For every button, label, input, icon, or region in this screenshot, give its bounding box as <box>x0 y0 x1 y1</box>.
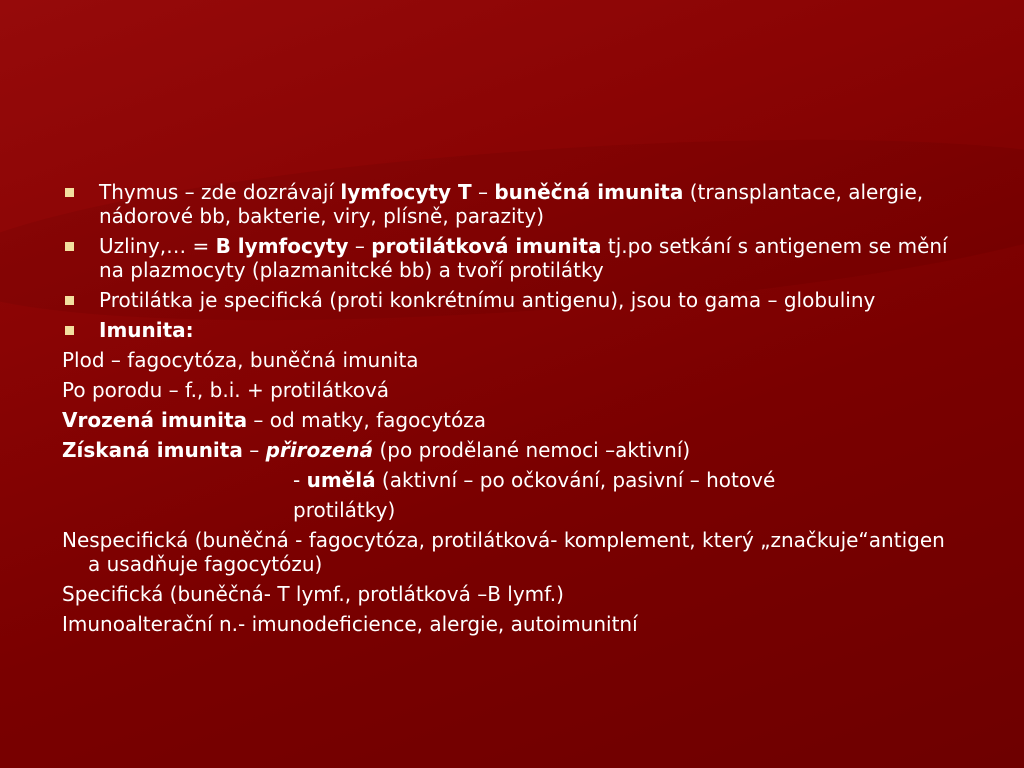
line-text: protilátky) <box>293 498 396 522</box>
line-nespecificka: Nespecifická (buněčná - fagocytóza, protilátková- komplement, který „značkuje“antigen a usadňuje fagocytózu) <box>62 528 945 576</box>
bullet-bold: Imunita: <box>99 318 194 342</box>
line-vrozena <box>62 408 962 432</box>
line-bold-italic: přirozená <box>265 438 374 462</box>
line-imunoalteracni: Imunoalterační n.- imunodeficience, alergie, autoimunitní <box>62 612 638 636</box>
line-bold: Vrozená imunita <box>62 408 248 432</box>
bullet-square-icon <box>65 188 74 197</box>
bullet-bold: lymfocyty T <box>340 180 472 204</box>
bullet-square-icon <box>65 296 74 305</box>
line-bold: umělá <box>306 468 376 492</box>
line-text: (po prodělané nemoci –aktivní) <box>373 438 691 462</box>
line-specificka: Specifická (buněčná- T lymf., protlátková –B lymf.) <box>62 582 564 606</box>
line-text: (aktivní – po očkování, pasivní – hotové <box>375 468 776 492</box>
bullet-bold: protilátková imunita <box>371 234 602 258</box>
line-po-porodu: Po porodu – f., b.i. + protilátková <box>62 378 390 402</box>
line-ziskana <box>62 438 962 462</box>
bullet-imunita <box>62 318 962 342</box>
bullet-text: – <box>471 180 495 204</box>
line-text: – od matky, fagocytóza <box>247 408 486 432</box>
line-bold: Získaná imunita <box>62 438 243 462</box>
bullet-uzliny <box>62 234 962 282</box>
bullet-text: Thymus – zde dozrávají <box>99 180 341 204</box>
bullet-text: tj.po setkání s antigenem se mění na plazmocyty (plazmanitcké bb) a tvoří protilátky <box>99 234 948 282</box>
bullet-text: (transplantace, alergie, nádorové bb, bakterie, viry, plísně, parazity) <box>99 180 924 228</box>
line-plod: Plod – fagocytóza, buněčná imunita <box>62 348 419 372</box>
bullet-thymus <box>62 180 962 228</box>
line-dash: - <box>293 468 307 492</box>
bullet-text: Protilátka je specifická (proti konkrétnímu antigenu), jsou to gama – globuliny <box>99 288 876 312</box>
bullet-text: Uzliny,… = <box>99 234 216 258</box>
bullet-bold: buněčná imunita <box>494 180 684 204</box>
slide-content <box>62 180 962 642</box>
line-umela <box>62 468 962 492</box>
bullet-protilatka <box>62 288 962 312</box>
bullet-bold: B lymfocyty <box>215 234 349 258</box>
bullet-text: – <box>348 234 372 258</box>
bullet-square-icon <box>65 242 74 251</box>
bullet-square-icon <box>65 326 74 335</box>
line-text: – <box>242 438 266 462</box>
line-umela-cont <box>62 498 962 522</box>
